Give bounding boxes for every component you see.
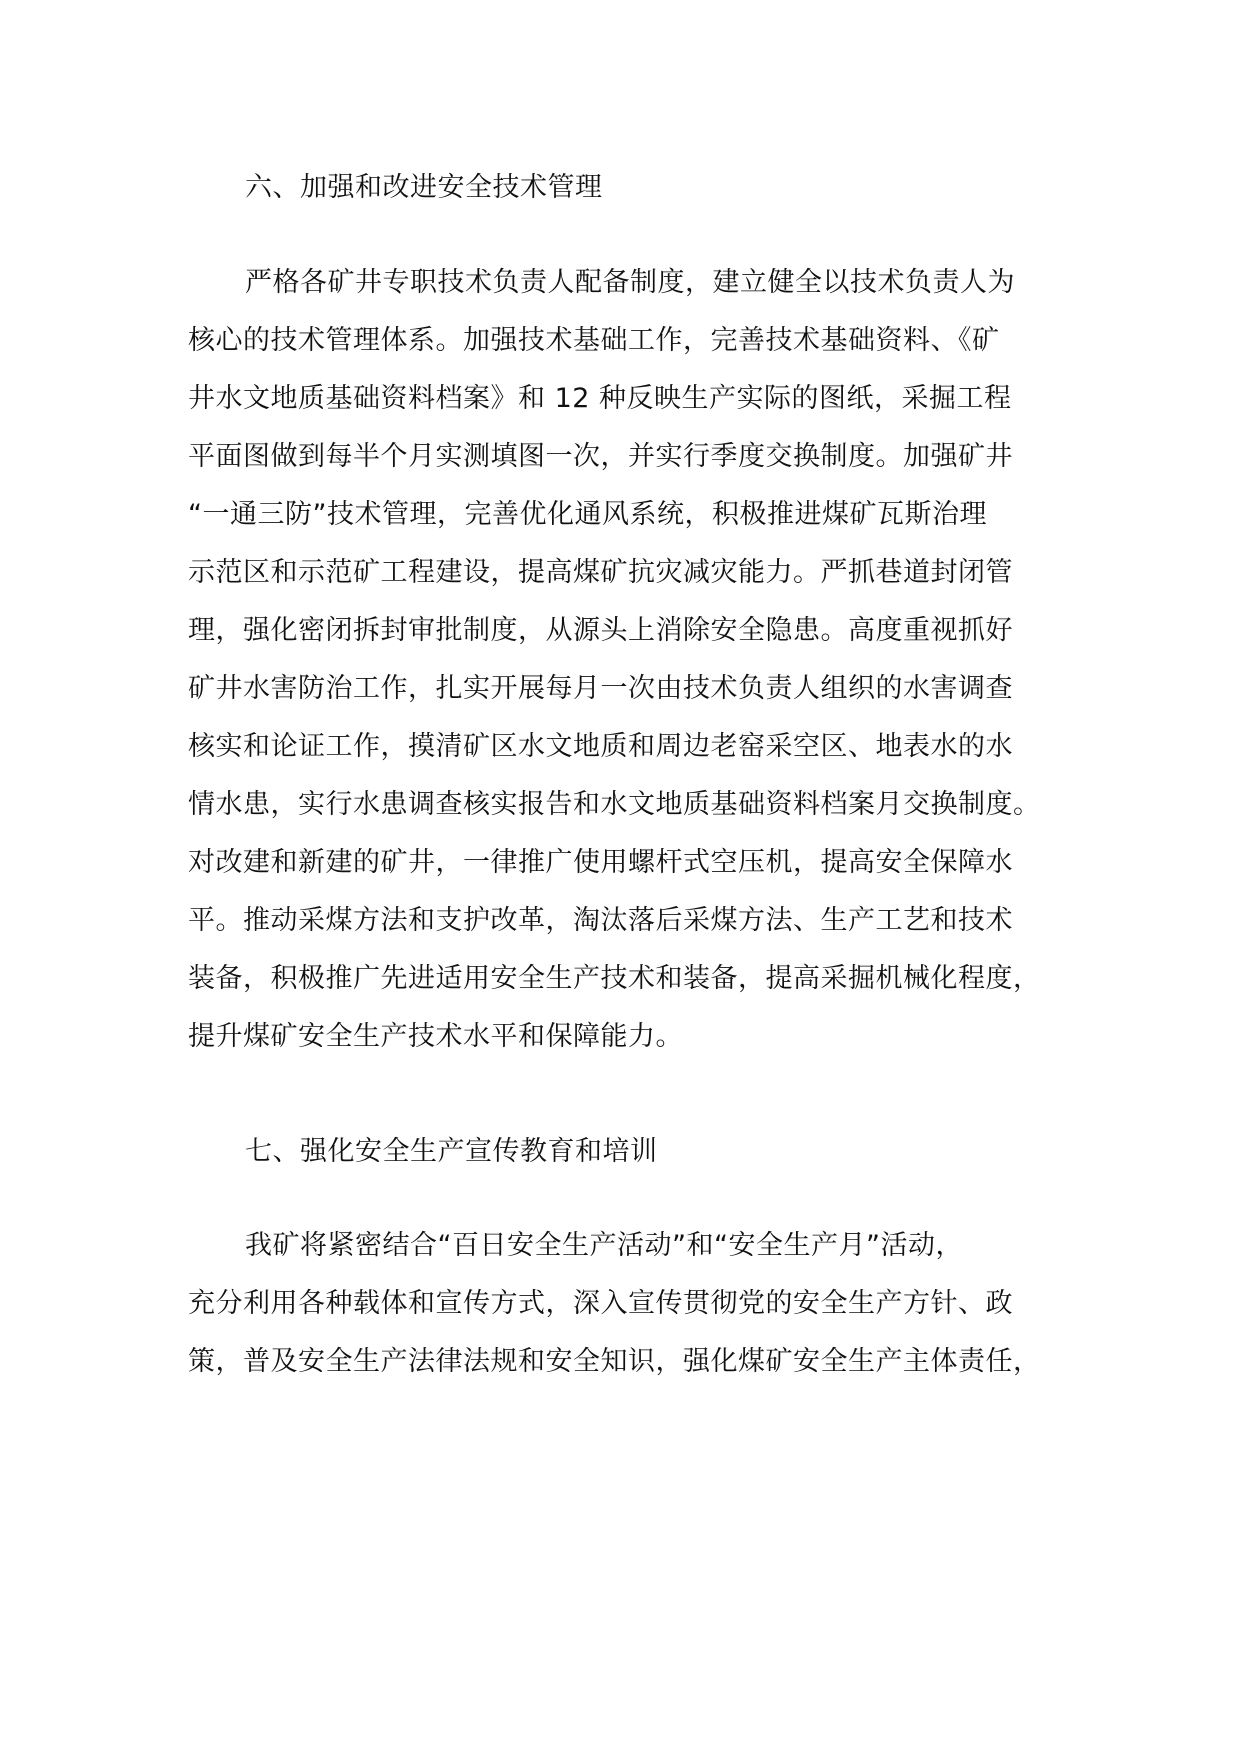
- section-6-line-12: 平。推动采煤方法和支护改革，淘汰落后采煤方法、生产工艺和技术: [188, 905, 1013, 936]
- section-6-line-6: 示范区和示范矿工程建设，提高煤矿抗灾减灾能力。严抓巷道封闭管: [188, 557, 1013, 588]
- section-6-line-7: 理，强化密闭拆封审批制度，从源头上消除安全隐患。高度重视抓好: [188, 615, 1013, 646]
- section-6-line-9: 核实和论证工作，摸清矿区水文地质和周边老窑采空区、地表水的水: [188, 731, 1013, 762]
- section-7-line-2: 充分利用各种载体和宣传方式，深入宣传贯彻党的安全生产方针、政: [188, 1288, 1013, 1319]
- section-6-heading: 六、加强和改进安全技术管理: [245, 172, 603, 203]
- section-6-line-13: 装备，积极推广先进适用安全生产技术和装备，提高采掘机械化程度，: [188, 963, 1041, 994]
- section-6-line-1: 严格各矿井专职技术负责人配备制度，建立健全以技术负责人为: [245, 267, 1015, 298]
- section-6-line-14: 提升煤矿安全生产技术水平和保障能力。: [188, 1021, 683, 1052]
- section-7-line-3: 策，普及安全生产法律法规和安全知识，强化煤矿安全生产主体责任，: [188, 1346, 1041, 1377]
- section-6-line-4: 平面图做到每半个月实测填图一次，并实行季度交换制度。加强矿井: [188, 441, 1013, 472]
- section-7-heading: 七、强化安全生产宣传教育和培训: [245, 1136, 658, 1167]
- section-6-line-11: 对改建和新建的矿井，一律推广使用螺杆式空压机，提高安全保障水: [188, 847, 1013, 878]
- section-6-line-8: 矿井水害防治工作，扎实开展每月一次由技术负责人组织的水害调查: [188, 673, 1013, 704]
- section-6-line-2: 核心的技术管理体系。加强技术基础工作，完善技术基础资料、《矿: [188, 325, 1000, 356]
- section-6-line-5: “一通三防”技术管理，完善优化通风系统，积极推进煤矿瓦斯治理: [188, 499, 987, 530]
- section-6-line-10: 情水患，实行水患调查核实报告和水文地质基础资料档案月交换制度。: [188, 789, 1041, 820]
- section-7-line-1: 我矿将紧密结合“百日安全生产活动”和“安全生产月”活动，: [245, 1230, 963, 1261]
- section-6-line-3: 井水文地质基础资料档案》和 12 种反映生产实际的图纸，采掘工程: [188, 383, 1012, 414]
